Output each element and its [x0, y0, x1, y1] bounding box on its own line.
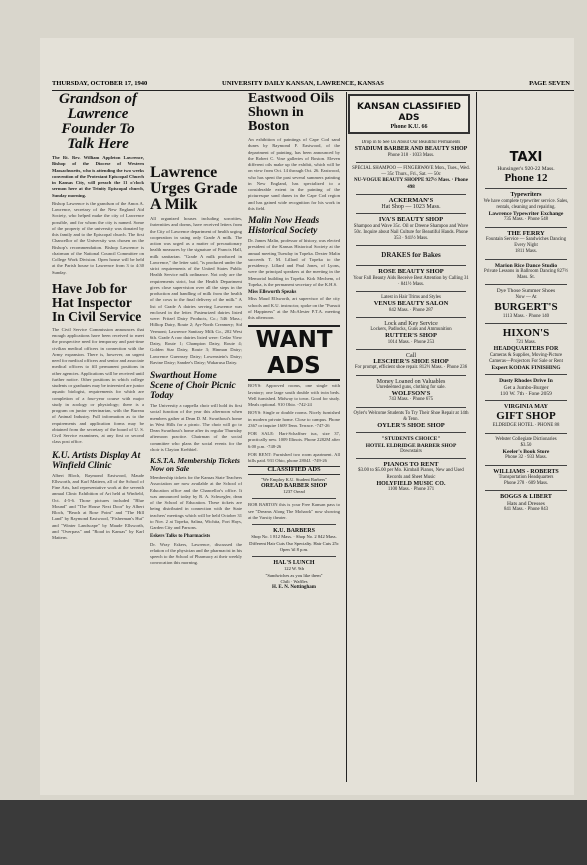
boggs-name: BOGGS & LIBERT — [500, 494, 552, 501]
gift-shop-name: GIFT SHOP — [496, 410, 556, 423]
ku-barbers-detail: Shop No. 1 812 Mass. · Shop No. 2 842 Mass. Different Hair Cuts Our Specialty. Hair Cuts 25c Open 'til 8 p.m. — [249, 534, 339, 552]
divider — [485, 374, 567, 375]
grandson-headline: Grandson of Lawrence Founder To Talk Here — [59, 92, 137, 152]
eldridge-barber-ad — [352, 436, 470, 455]
stadium-phone: Phone 318 · 1033 Mass. — [387, 152, 435, 158]
rose-name: ROSE BEAUTY SHOP — [378, 268, 444, 276]
loaned-detail: Unredeemed guns, clothing for sale. — [376, 384, 446, 390]
divider — [485, 284, 567, 285]
choice-name: "STUDENTS CHOICE" — [381, 436, 441, 443]
rutter-ad — [352, 321, 470, 346]
drop-in-text: Drop in to See Us About Our Beautiful Permanents — [361, 140, 461, 145]
webster-text: Webster Collegiate Dictionaries — [495, 436, 557, 442]
malin-body: Dr. James Malin, professor of history, was elected president of the Kansas Historical Society at the annual meeting Tuesday in Topeka. Dexter Malin succeeds T. M. Lillard of Topeka to the presidency. Lillard and Paul Jones, of Lyons, were the principal speakers at the meeting in the Memorial building in Topeka. Kirk Mechem, of Topeka, is the permanent secretary of the K.H.S. — [248, 238, 340, 287]
want-ad-item: FOR SALE: Hart-Schaffner tux, size 37, practically new. 1009 Illinois. Phone 2282M after 6:00 p.m. -748-26 — [248, 431, 340, 449]
ferry-address: 1811 Mass. — [515, 249, 537, 255]
lescher-name: LESCHER'S SHOE SHOP — [373, 358, 449, 365]
williams-roberts-ad — [481, 469, 571, 488]
oils-headline: Eastwood Oils Shown in Boston — [248, 92, 334, 134]
ksta-body: Membership tickets for the Kansas State Teachers Association are now available at the School of Education office and the Chancellor's office. It was announced today by R. A. Schwegler, dean of the School of Education. These tickets are being distributed in connection with the State teachers' meetings which will be held October 31 to Nov. 2 at Topeka, Salina, Wichita, Fort Hays, Garden City and Parsons. — [150, 475, 242, 530]
dusty-address: 110 W. 7th · Fone 2059 — [500, 390, 552, 397]
holyfield-detail: 1100 Mass. · Phone 371 — [387, 487, 435, 492]
stadium-ad — [352, 140, 470, 159]
malin-headline: Malin Now Heads Historical Society — [248, 216, 320, 236]
divider — [485, 259, 567, 260]
holyfield-name: HOLYFIELD MUSIC CO. — [376, 480, 446, 487]
divider — [356, 407, 466, 408]
keeler-name: Keeler's Book Store — [502, 449, 550, 455]
milk-body: All organized houses including sororities, fraternities and dorms, have received letters from the City of Lawrence department of health urging cooperation in using only Grade A milk. The action was urged as a matter of precautionary health measures by the signature of Francis Hall, milk sanitarian. "Grade A milk produced in Lawrence," the letter said, "is produced under the strict requirements of the United States Public Health Service milk ordinance. Not only are the requirements strict, but the Health Department gives close supervision over all the steps in the production and handling of milk from the health of the cows to the final delivery of the milk." A list of Grade A dairies serving Lawrence was enclosed in the letter. Pasteurized dairies listed were: Fritzel Dairy Products, Co.; 546 Mass.; Hilltop Dairy, Route 2; Ayr-North Creamery; Sid Vermont; Lawrence Sanitary Milk Co., 202 West 6th. Grade A raw dairies listed were: Cedar View Dairy, Route 1; Champion Dairy, Route 4; Golden Star Dairy, Route 3; Hinman Dairy; Lawrence Guernsey Dairy; Lowenstein's Dairy; Ravine Dairy; Sandee's Dairy; Wakarusa Dairy. — [150, 216, 242, 365]
lock-detail: Lockers, Padlocks, Guns and Ammunition — [370, 327, 452, 332]
loaned-text: Money Loaned on Valuables — [376, 378, 446, 385]
marion-name: Marion Rice Dance Studio — [494, 262, 558, 269]
williams-name: WILLIAMS - ROBERTS — [493, 468, 559, 475]
dye-at: Now — At — [515, 294, 537, 300]
oyler-name: OYLER'S SHOE SHOP — [377, 422, 445, 429]
hq-detail: Cameras & Supplies, Moving-Picture Cameras—Projectors For Sale or Rent — [489, 352, 563, 364]
swarthout-body: The University a cappella choir will hold its first social function of the year this afternoon when members gather at Dean D. M. Swarthout's home in West Hills for a picnic. The choir will go to Dean Swarthout's home after its regular Thursday afternoon practice. Chairman of the social committee who plans the social events for the choir is Clayton Krehbiel. — [150, 403, 242, 452]
wolfson-detail: 743 Mass. · Phone 675 — [388, 397, 434, 403]
eskers-headline: Eskers Talks to Pharmacists — [150, 534, 211, 540]
virginia-may: VIRGINIA MAY — [504, 404, 548, 410]
bob-barton-notice: BOB BARTON this is your Free Kansan pass to see "Dreams Along The Mohawk" now showing at the Varsity theater. — [248, 502, 340, 520]
divider — [485, 490, 567, 491]
boggs-libert-ad — [481, 494, 571, 513]
hixons-name: HIXON'S — [502, 327, 550, 339]
milk-headline: Lawrence Urges Grade A Milk — [150, 165, 238, 213]
typewriters-title: Typewriters — [510, 192, 542, 199]
hat-inspector-body: The Civil Service Commission announces that enough applications have been received to meet the prospective need for temporary and part-time civilian medical officers in connection with the Army expansion. There is, however, an urgent need for medical officers and senior and associate medical officers to fill permanent positions in other agencies. Applications will be received until further notice. Other positions in which college students or graduates may be interested are junior aquatic biologist, requirements for which are completion of a four-year course with major study in zoology or physiology; there is a program on junior veterinarian, with the Bureau of Animal Industry. Full information as to the requirements and application forms may be obtained from the secretary of the board of U. S. Civil Service examiners, at any first or second class post office. — [52, 326, 144, 445]
divider — [356, 432, 466, 433]
oread-slogan: "We Employ K.U. Student Barbers" — [260, 476, 328, 482]
typewriter-ad — [481, 192, 571, 223]
ferry-ad — [481, 231, 571, 256]
venus-detail: 842 Mass. · Phone 287 — [388, 307, 434, 313]
ellsworth-body: Miss Maud Ellsworth, art supervisor of the city schools and K.U. instructor, spoke on the "Pursuit of Happiness" at the McAlester P.T.A. meeting this afternoon. — [248, 296, 340, 320]
want-ad-item: BOYS: Approved rooms, one single with lavatory; one large south double with twin beds. Well furnished. Midway to town. Good for study. Meals optional. 910 Ohio. -742-24 — [248, 383, 340, 407]
hat-inspector-headline: Have Job for Hat Inspector In Civil Service — [52, 280, 142, 324]
column-rule — [476, 92, 477, 782]
divider — [356, 162, 466, 163]
classified-title: KANSAN CLASSIFIED ADS — [357, 102, 461, 123]
nu-vogue-ad — [352, 166, 470, 191]
header-paper-name: UNIVERSITY DAILY KANSAN, LAWRENCE, KANSAS — [222, 80, 384, 87]
hixons-address: 721 Mass. — [516, 340, 536, 345]
burgerts-name: BURGERT'S — [494, 300, 558, 313]
keeler-ad — [481, 437, 571, 462]
divider — [485, 227, 567, 228]
ferry-name: THE FERRY — [507, 229, 545, 237]
divider — [356, 349, 466, 350]
header-date: THURSDAY, OCTOBER 17, 1940 — [52, 80, 148, 87]
divider — [356, 213, 466, 214]
ivas-name: IVA'S BEAUTY SHOP — [378, 216, 444, 224]
drakes-ad: DRAKES for Bakes — [381, 251, 441, 260]
want-ad-item: FOR RENT: Furnished two room apartment. All bills paid. 931 Ohio, phone 2804J. -749-26 — [248, 451, 340, 463]
want-ad-item: BOYS: Single or double rooms. Nicely furnished in modern private home. Close to campus. Phone 2367 or inquire 1609 Tenn. Terrace. -747-26 — [248, 410, 340, 428]
hq-text: HEADQUARTERS FOR — [493, 346, 559, 353]
kodak-text: Expert KODAK FINISHING — [491, 365, 561, 371]
hals-lunch-ad — [248, 560, 340, 591]
divider — [252, 524, 336, 525]
hals-owner: H. E. N. Nottingham — [272, 585, 316, 590]
eskers-body: Dr. Wray Eskers, Lawrence, discussed the relation of the physician and the pharmacist in his speech to the School of Pharmacy at their weekly convocation this morning. — [150, 541, 242, 566]
ku-artists-headline: K.U. Artists Display At Winfield Clinic — [52, 450, 141, 471]
gift-shop-ad — [481, 404, 571, 430]
typewriters-detail: We have complete typewriter service. Sales, rentals, cleaning and repairing. — [483, 198, 569, 210]
taxi-phone: Phone 12 — [504, 172, 548, 185]
divider — [252, 556, 336, 557]
oread-name: OREAD BARBER SHOP — [260, 482, 327, 489]
pianos-detail: $3.00 to $5.00 per Mo. Kimball Pianos, New and Used Records and Sheet Music — [358, 468, 464, 480]
divider — [356, 265, 466, 266]
rutter-name: RUTTER'S SHOP — [385, 332, 437, 340]
hals-slogan: "Sandwiches as you like them" — [265, 572, 323, 578]
ivas-ad — [352, 217, 470, 242]
column-1 — [52, 92, 144, 792]
marion-detail: Private Lessons in Ballroom Dancing 827½ Mass. St. — [484, 268, 568, 280]
lescher-call: Call — [406, 352, 416, 359]
classified-phone: Phone K.U. 66 — [390, 124, 428, 130]
eldridge-name: HOTEL ELDRIDGE BARBER SHOP — [365, 442, 457, 449]
ksta-headline: K.S.T.A. Membership Tickets Now on Sale — [150, 456, 240, 473]
column-2 — [150, 165, 242, 865]
rose-detail: Your Fall Beauty Aids Receive Best Attention by Calling 31 · 841½ Mass. — [353, 275, 469, 287]
venus-name: VENUS BEAUTY SALON — [373, 300, 449, 308]
wolfson-ad — [352, 379, 470, 404]
lock-text: Lock and Key Service — [384, 320, 438, 327]
gift-shop-address: ELDRIDGE HOTEL · PHONE 88 — [492, 423, 560, 429]
ku-barbers-ad — [248, 528, 340, 553]
dusty-detail: Get a Jumbo-Burger — [503, 384, 549, 391]
williams-address: Phone 278 · 609 Mass. — [503, 481, 549, 486]
divider — [356, 245, 466, 246]
divider — [356, 375, 466, 376]
hals-name: HAL'S LUNCH — [273, 560, 315, 566]
oyler-ad — [352, 411, 470, 430]
ackerman-name: ACKERMAN'S — [388, 196, 434, 204]
lescher-ad — [352, 353, 470, 372]
typewriter-exchange: Lawrence Typewriter Exchange — [488, 211, 564, 217]
grandson-lead: The Rt. Rev. William Appleton Lawrence, Bishop of the Diocese of Western Massachusetts, who is attending the two weeks convention of the Protestant Episcopal Church in Kansas City, will preach the 11 o'clock sermon here at the Trinity Episcopal church, Sunday morning. — [52, 155, 144, 198]
classified-banner — [348, 94, 470, 134]
divider — [252, 498, 336, 499]
holyfield-ad — [352, 462, 470, 493]
pianos-text: PIANOS TO RENT — [383, 461, 439, 468]
williams-detail: Transportation Headquarters — [498, 474, 554, 480]
hals-items: Chili · Waffles — [280, 578, 308, 584]
ferry-detail: Fountain Service — Sandwiches Dancing Every Night — [485, 236, 567, 248]
rutter-detail: 1014 Mass. · Phone 253 — [387, 339, 435, 345]
divider — [485, 400, 567, 401]
webster-price: $3.50 — [520, 442, 532, 448]
oread-barber-ad — [248, 477, 340, 496]
stadium-name: STADIUM BARBER AND BEAUTY SHOP — [354, 146, 468, 153]
want-ads-banner: WANT ADS — [248, 325, 340, 381]
ku-barbers-name: K.U. BARBERS — [273, 528, 315, 534]
want-ads-list — [248, 383, 340, 464]
divider — [485, 465, 567, 466]
divider — [356, 458, 466, 459]
typewriter-address: 735 Mass. · Phone 548 — [503, 217, 549, 223]
oyler-pre: Oyler's Welcome Students To Try Their Shoe Repair at 14th & Tenn. — [353, 410, 469, 422]
hals-address: 122 W. 9th — [283, 566, 305, 572]
nu-vogue-text: NU-VOGUE BEAUTY SHOPPE 927½ Mass. · Phone 498 — [354, 178, 468, 190]
venus-pre: Latest in Hair Trims and Styles — [381, 295, 441, 300]
special-text: SPECIAL SHAMPOO — FINGERWAVE Mon., Tues., Wed. — 35c Thurs., Fri., Sat. — 50c — [352, 165, 470, 177]
ackerman-ad — [352, 198, 470, 211]
grandson-body: Bishop Lawrence is the grandson of the Amos A. Lawrence, secretary of the New England Aid Society, who helped make the city of Lawrence possible, and for whom the city is named. Some of the property of the university was donated by this family and to the Episcopal church. The first Chancellor of the University was chosen on the Bishop's recommendation. Bishop Lawrence is chairman of the National Council Committee on College Work Division. Open house will be held at the Parish house to Lawrence from 3 to 4:30 Sunday. — [52, 200, 144, 275]
classified-label: CLASSIFIED ADS — [248, 466, 340, 474]
venus-ad — [352, 295, 470, 314]
taxi-sub: Hunsinger's 920-22 Mass. — [497, 166, 555, 172]
hixons-ad — [481, 327, 571, 371]
taxi-title: TAXI — [509, 150, 543, 165]
rose-ad — [352, 269, 470, 288]
wolfson-name: WOLFSON'S — [391, 390, 431, 397]
boggs-detail: Hats and Dresses — [507, 500, 545, 507]
divider — [356, 317, 466, 318]
marion-ad — [481, 263, 571, 282]
divider — [485, 188, 567, 189]
ivas-detail: Shampoo and Wave 35c. Oil or Dreene Shampoo and Wave 50c. Inquire about Nail Culture for Beautiful Hands. Phone 353 · 941½ Mass. — [353, 223, 469, 241]
burgerts-address: 1113 Mass. · Phone 140 — [502, 313, 550, 319]
dusty-rhodes-ad — [481, 378, 571, 397]
keeler-address: Phone 32 · 933 Mass. — [505, 455, 547, 461]
dye-text: Dye Those Summer Shoes — [496, 288, 556, 295]
header-page-number: PAGE SEVEN — [529, 80, 570, 87]
divider — [356, 194, 466, 195]
header-rule — [52, 90, 574, 91]
divider — [485, 323, 567, 324]
divider — [356, 291, 466, 292]
dusty-name: Dusty Rhodes Drive In — [499, 378, 553, 385]
column-3 — [248, 92, 340, 792]
eldridge-detail: Downstairs — [400, 448, 422, 454]
ku-artists-body: Albert Bloch, Raymond Eastwood, Maude Ellsworth, and Karl Mattern, all of the School of Fine Arts, had representative work at the seventh annual Clinic Exhibition of Art held at Winfield, Oct. 4-5-6. Those pictures included "Blue Mound" and "The House Next Door" by Albert Bloch, "Beach at Rose Point" and "The Hill Land" by Raymond Eastwood, "Fisherman's Hut" and "Winter Landscape" by Maude Ellsworth, and "Overpass" and "Road in Kansas" by Karl Mattern. — [52, 472, 144, 540]
column-rule — [346, 92, 347, 782]
hat-shop-text: Hat Shop — 1023 Mass. — [381, 204, 441, 210]
oils-body: An exhibition of paintings of Cape Cod sand dunes by Raymond F. Eastwood, of the department of painting, has been announced by the Robert C. Vose galleries of Boston. Eleven different oils make up the exhibit, which will be on view from Oct. 14 through Oct. 26. Eastwood, who has spent the past several summers painting in New England, has specialized to a considerable extent in the painting of the picturesque sand dunes in the Cape Cod region and has gained wide recognition for his work in this field. — [248, 137, 340, 211]
taxi-ad — [481, 150, 571, 185]
divider — [485, 433, 567, 434]
swarthout-headline: Swarthout Home Scene of Choir Picnic Today — [150, 371, 236, 401]
burgerts-ad — [481, 288, 571, 320]
lescher-detail: For prompt, efficient shoe repair. 812½ Mass. · Phone 236 — [354, 365, 468, 371]
ellsworth-headline: Miss Ellsworth Speaks — [248, 290, 297, 295]
column-5 — [481, 92, 571, 782]
page-header — [52, 78, 574, 90]
column-4 — [352, 140, 470, 780]
boggs-address: 841 Mass. · Phone 843 — [503, 506, 549, 512]
oread-address: 1237 Oread — [283, 489, 305, 494]
